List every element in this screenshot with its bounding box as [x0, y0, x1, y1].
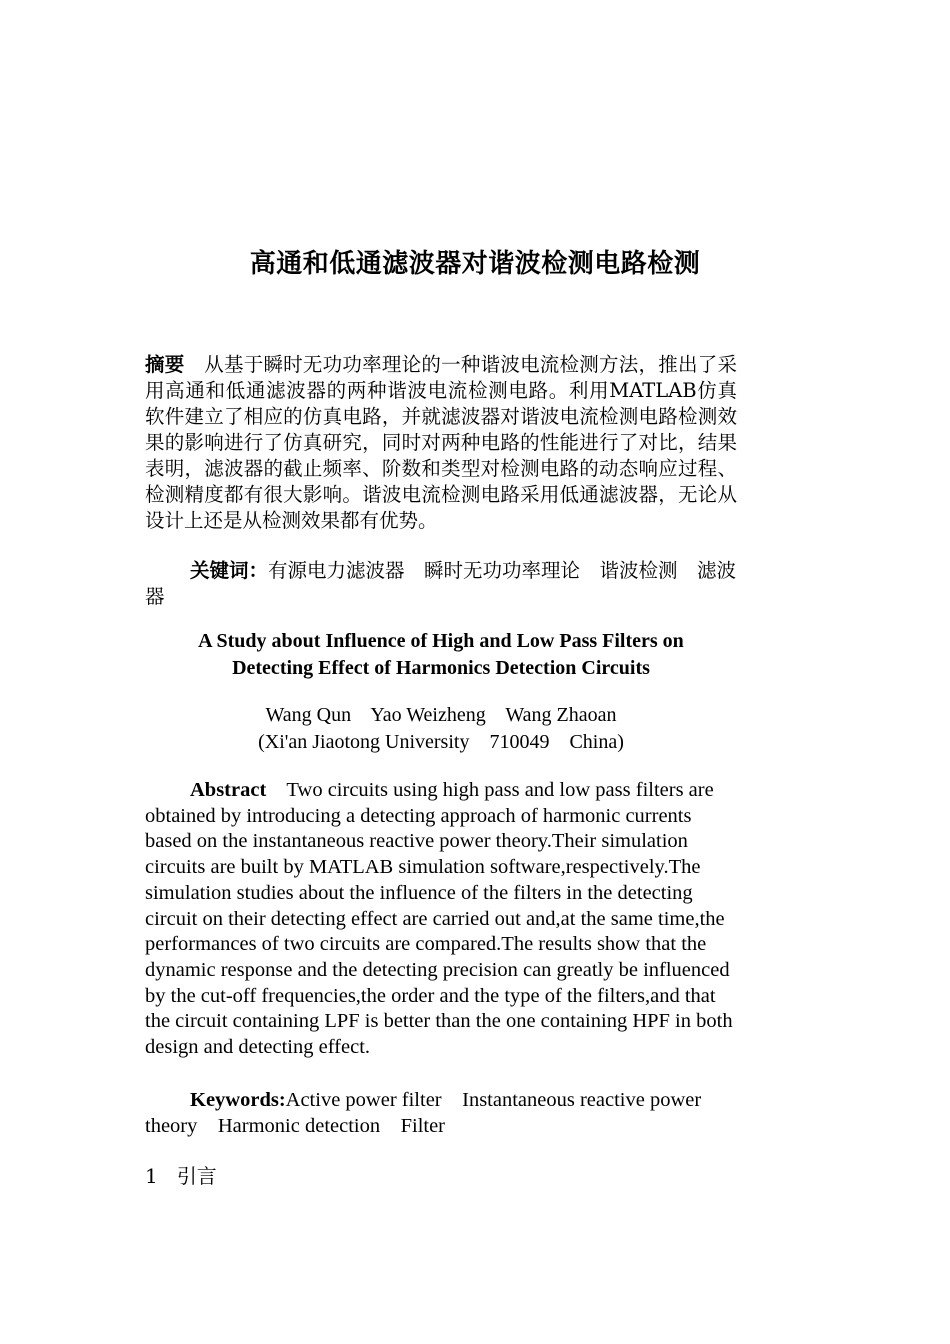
keywords-en-text: Active power filter Instantaneous reactive power theory Harmonic detection Filter	[145, 1089, 707, 1137]
paper-title-cn: 高通和低通滤波器对谐波检测电路检测	[249, 249, 701, 279]
authors: Wang Qun Yao Weizheng Wang Zhaoan	[265, 704, 617, 726]
paper-title-en-line2: Detecting Effect of Harmonics Detection Circuits	[232, 657, 650, 679]
section-title: 引言	[176, 1164, 217, 1188]
abstract-cn	[145, 352, 737, 534]
keywords-cn-label: 关键词：	[190, 559, 269, 582]
keywords-cn-text: 有源电力滤波器 瞬时无功功率理论 谐波检测 滤波器	[145, 559, 737, 608]
abstract-en	[145, 778, 739, 1061]
keywords-cn	[145, 558, 737, 610]
abstract-cn-label: 摘要	[145, 353, 185, 376]
abstract-cn-text: 从基于瞬时无功功率理论的一种谐波电流检测方法，推出了采用高通和低通滤波器的两种谐波电流检测电路。利用MATLAB仿真软件建立了相应的仿真电路，并就滤波器对谐波电流检测电路检测效果的影响进行了仿真研究，同时对两种电路的性能进行了对比，结果表明，滤波器的截止频率、阶数和类型对检测电路的动态响应过程、检测精度都有很大影响。谐波电流检测电路采用低通滤波器，无论从设计上还是从检测效果都有优势。	[145, 353, 737, 532]
section-number: 1	[145, 1164, 158, 1188]
affiliation: (Xi'an Jiaotong University 710049 China)	[258, 731, 624, 753]
paper-title-en-line1: A Study about Influence of High and Low Pass Filters on	[198, 630, 684, 652]
keywords-en-label: Keywords:	[190, 1089, 286, 1111]
abstract-en-text: Two circuits using high pass and low pass filters are obtained by introducing a detecting approach of harmonic currents based on the instantaneous reactive power theory.Their simulation circuits are built by MATLAB simulation software,respectively.The simulation studies about the influence of the filters in the detecting circuit on their detecting effect are carried out and,at the same time,the performances of two circuits are compared.The results show that the dynamic response and the detecting precision can greatly be influenced by the cut-off frequencies,the order and the type of the filters,and that the circuit containing LPF is better than the one containing HPF in both design and detecting effect.	[145, 779, 738, 1059]
abstract-en-label: Abstract	[190, 779, 267, 801]
keywords-en	[145, 1087, 739, 1139]
author-block	[145, 702, 737, 756]
section-heading-1	[145, 1162, 217, 1190]
paper-title-en	[145, 628, 737, 682]
